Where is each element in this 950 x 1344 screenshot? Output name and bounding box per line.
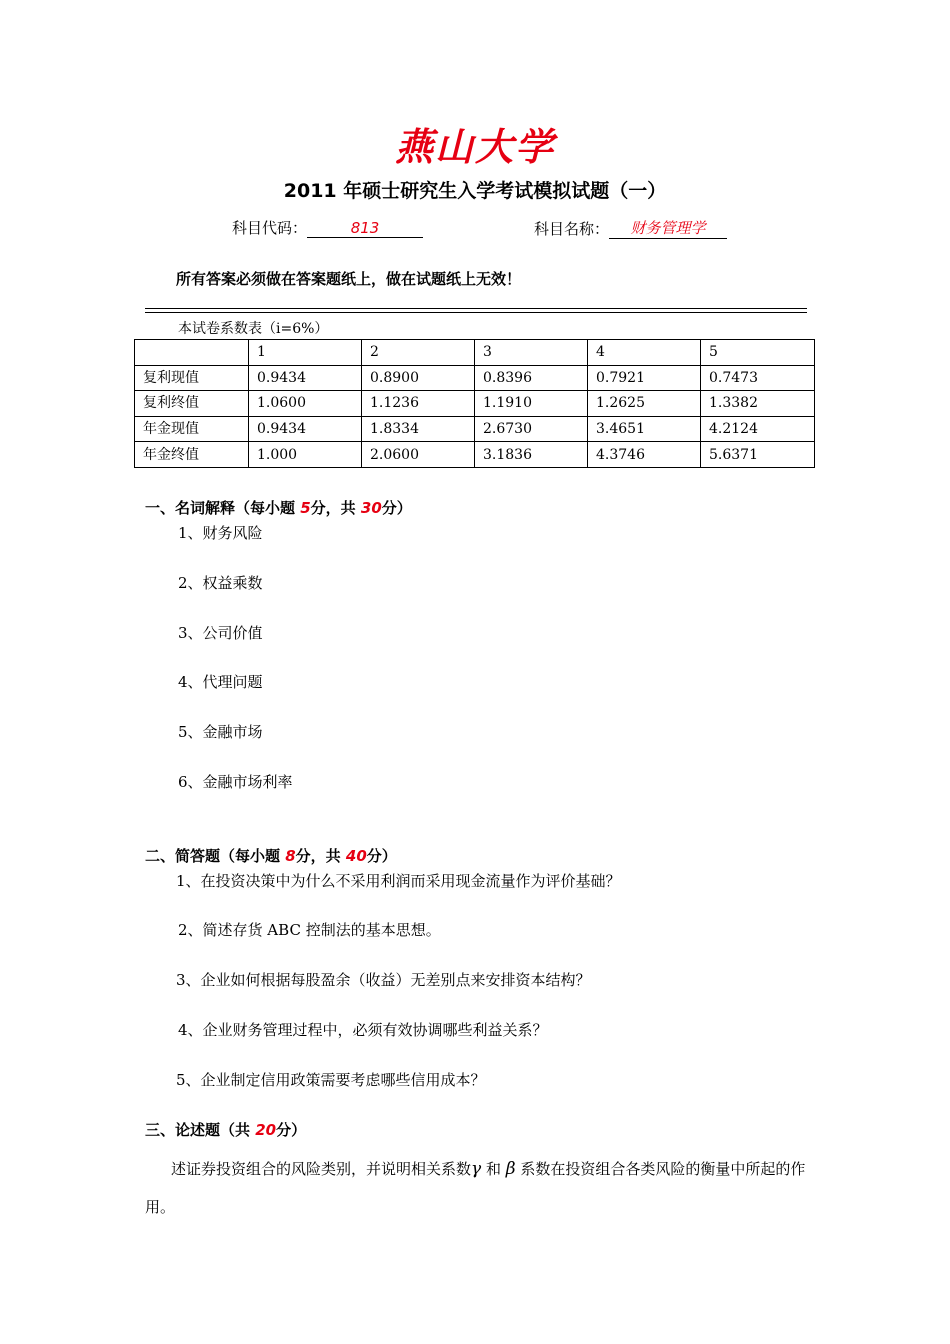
table-cell: 3.4651 bbox=[588, 416, 701, 442]
subject-name bbox=[534, 217, 727, 239]
section-1-total-score: 30 bbox=[360, 499, 382, 517]
section-2-heading bbox=[145, 845, 397, 866]
section-3-suffix: 分） bbox=[276, 1121, 307, 1139]
table-cell: 2.6730 bbox=[475, 416, 588, 442]
question-item: 4、企业财务管理过程中，必须有效协调哪些利益关系？ bbox=[178, 1021, 548, 1039]
term-item: 2、权益乘数 bbox=[178, 574, 263, 592]
question-item: 3、企业如何根据每股盈余（收益）无差别点来安排资本结构？ bbox=[176, 971, 591, 989]
table-row bbox=[135, 365, 815, 391]
table-row bbox=[135, 391, 815, 417]
subject-code-label: 科目代码： bbox=[232, 219, 308, 237]
essay-text-part-1: 述证券投资组合的风险类别，并说明相关系数 bbox=[171, 1160, 472, 1178]
table-cell: 1.1910 bbox=[475, 391, 588, 417]
header-cell: 3 bbox=[475, 340, 588, 366]
section-3-prefix: 三、论述题（共 bbox=[145, 1121, 256, 1139]
double-divider bbox=[145, 308, 807, 313]
subject-code-value: 813 bbox=[307, 219, 423, 238]
exam-title: 2011 年硕士研究生入学考试模拟试题（一） bbox=[283, 180, 667, 202]
university-title: 燕山大学 bbox=[394, 124, 555, 169]
table-cell: 4.2124 bbox=[701, 416, 815, 442]
header-cell bbox=[135, 340, 249, 366]
term-item: 1、财务风险 bbox=[178, 524, 263, 542]
table-row bbox=[135, 442, 815, 468]
subject-code bbox=[232, 217, 423, 238]
table-cell: 0.9434 bbox=[249, 416, 362, 442]
table-cell: 1.1236 bbox=[362, 391, 475, 417]
table-header-row bbox=[135, 340, 815, 366]
table-cell: 1.000 bbox=[249, 442, 362, 468]
table-cell: 2.0600 bbox=[362, 442, 475, 468]
table-caption: 本试卷系数表（i=6%） bbox=[178, 321, 329, 337]
table-cell: 3.1836 bbox=[475, 442, 588, 468]
table-cell: 0.7921 bbox=[588, 365, 701, 391]
question-item: 5、企业制定信用政策需要考虑哪些信用成本？ bbox=[176, 1071, 486, 1089]
section-2-mid: 分，共 bbox=[295, 847, 346, 865]
question-item: 1、在投资决策中为什么不采用利润而采用现金流量作为评价基础？ bbox=[176, 872, 621, 890]
section-1-prefix: 一、名词解释（每小题 bbox=[145, 499, 301, 517]
row-label: 复利终值 bbox=[135, 391, 249, 417]
section-2-suffix: 分） bbox=[366, 847, 397, 865]
beta-symbol: β bbox=[505, 1159, 516, 1179]
coefficient-table bbox=[134, 339, 815, 468]
term-item: 6、金融市场利率 bbox=[178, 773, 293, 791]
section-2-prefix: 二、简答题（每小题 bbox=[145, 847, 286, 865]
table-cell: 1.2625 bbox=[588, 391, 701, 417]
table-cell: 1.3382 bbox=[701, 391, 815, 417]
essay-text-part-3: 系数在投资组合各类风险的衡量中所起的作用。 bbox=[145, 1160, 806, 1216]
table-cell: 0.8396 bbox=[475, 365, 588, 391]
header-cell: 1 bbox=[249, 340, 362, 366]
header-cell: 4 bbox=[588, 340, 701, 366]
answer-notice: 所有答案必须做在答案题纸上，做在试题纸上无效！ bbox=[176, 270, 522, 288]
subject-name-value: 财务管理学 bbox=[609, 217, 727, 239]
section-3-total-score: 20 bbox=[255, 1121, 277, 1139]
header-cell: 2 bbox=[362, 340, 475, 366]
term-item: 4、代理问题 bbox=[178, 673, 263, 691]
table-cell: 5.6371 bbox=[701, 442, 815, 468]
row-label: 年金现值 bbox=[135, 416, 249, 442]
section-1-mid: 分，共 bbox=[310, 499, 361, 517]
table-cell: 1.0600 bbox=[249, 391, 362, 417]
section-2-total-score: 40 bbox=[345, 847, 367, 865]
header-cell: 5 bbox=[701, 340, 815, 366]
section-1-suffix: 分） bbox=[381, 499, 412, 517]
table-cell: 0.8900 bbox=[362, 365, 475, 391]
term-item: 5、金融市场 bbox=[178, 723, 263, 741]
table-cell: 0.7473 bbox=[701, 365, 815, 391]
question-item: 2、简述存货 ABC 控制法的基本思想。 bbox=[178, 921, 441, 939]
table-cell: 1.8334 bbox=[362, 416, 475, 442]
section-2-each-score: 8 bbox=[285, 847, 296, 865]
section-1-heading bbox=[145, 497, 412, 518]
subject-name-label: 科目名称： bbox=[534, 220, 610, 238]
row-label: 复利现值 bbox=[135, 365, 249, 391]
section-1-each-score: 5 bbox=[300, 499, 311, 517]
table-cell: 4.3746 bbox=[588, 442, 701, 468]
gamma-symbol: γ bbox=[471, 1159, 482, 1179]
essay-question bbox=[145, 1150, 815, 1226]
row-label: 年金终值 bbox=[135, 442, 249, 468]
table-row bbox=[135, 416, 815, 442]
section-3-heading bbox=[145, 1119, 306, 1140]
term-item: 3、公司价值 bbox=[178, 624, 263, 642]
table-cell: 0.9434 bbox=[249, 365, 362, 391]
essay-text-part-2: 和 bbox=[481, 1160, 506, 1178]
